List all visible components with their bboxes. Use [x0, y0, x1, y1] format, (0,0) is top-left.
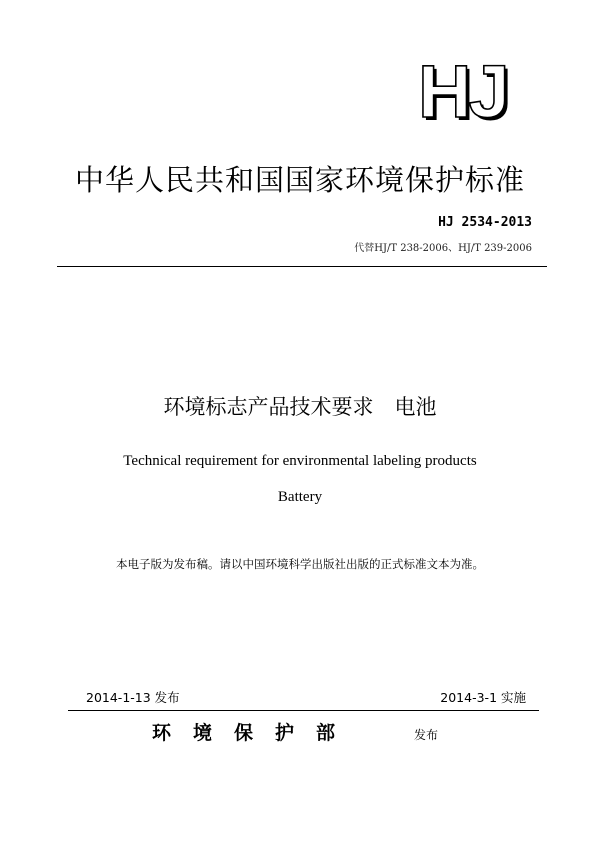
issuing-authority: 环境保护部	[152, 722, 358, 744]
standard-number: HJ 2534-2013	[438, 215, 532, 230]
edition-notice: 本电子版为发布稿。请以中国环境科学出版社出版的正式标准文本为准。	[116, 557, 484, 571]
footer-divider	[68, 710, 539, 711]
document-subtitle-en: Battery	[277, 489, 323, 505]
issuing-label: 发布	[414, 728, 439, 742]
document-title-cn: 环境标志产品技术要求 电池	[163, 395, 437, 419]
standard-org-title: 中华人民共和国国家环境保护标准	[74, 163, 525, 197]
header-divider	[57, 266, 547, 267]
issue-date: 2014-1-13 发布	[86, 690, 180, 705]
replaces-note: 代替HJ/T 238-2006、HJ/T 239-2006	[354, 243, 532, 254]
document-title-en: Technical requirement for environmental labeling products	[123, 453, 477, 469]
implementation-date: 2014-3-1 实施	[440, 690, 526, 705]
standard-logo: HJ	[418, 50, 507, 133]
